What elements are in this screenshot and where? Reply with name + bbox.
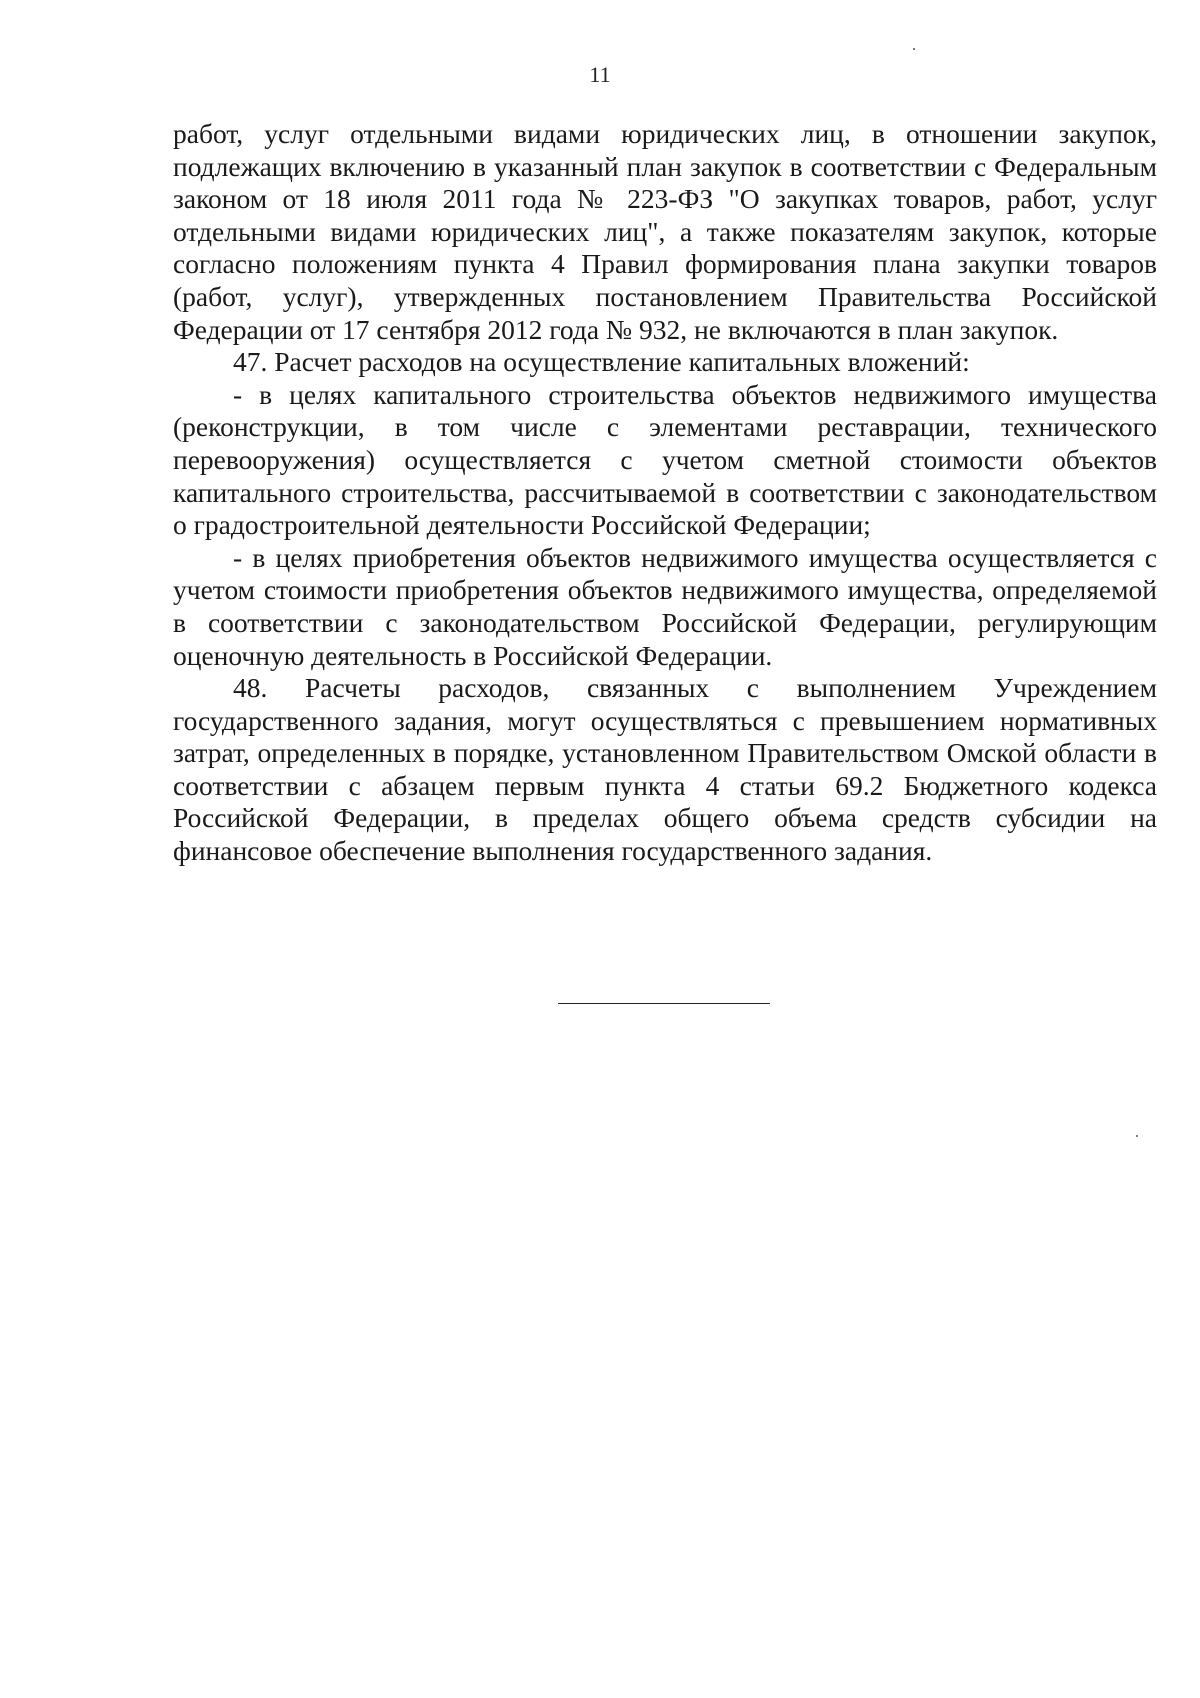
paragraph-48: 48. Расчеты расходов, связанных с выполнением Учреждением государственного задания, могут осуществляться с превышением нормативных затрат, определенных в порядке, установленном Правительством Омской области в соответствии с абзацем первым пункта 4 статьи 69.2 Бюджетного кодекса Российской Федерации, в пределах общего объема средств субсидии на финансовое обеспечение выполнения государственного задания. xyxy=(173,672,1157,867)
scan-speck xyxy=(1136,1135,1138,1137)
paragraph-47-capital-construction: - в целях капитального строительства объектов недвижимого имущества (реконструкции, в том числе с элементами реставрации, технического перевооружения) осуществляется с учетом сметной стоимости объектов капитального строительства, рассчитываемой в соответствии с законодательством о градостроительной деятельности Российской Федерации; xyxy=(173,378,1157,541)
paragraph-47-property-acquisition: - в целях приобретения объектов недвижимого имущества осуществляется с учетом стоимости приобретения объектов недвижимого имущества, определяемой в соответствии с законодательством Российской Федерации, регулирующим оценочную деятельность в Российской Федерации. xyxy=(173,541,1157,671)
paragraph-purchases-continuation: работ, услуг отдельными видами юридических лиц, в отношении закупок, подлежащих включению в указанный план закупок в соответствии с Федеральным законом от 18 июля 2011 года № 223-ФЗ "О закупках товаров, работ, услуг отдельными видами юридических лиц", а также показателям закупок, которые согласно положениям пункта 4 Правил формирования плана закупки товаров (работ, услуг), утвержденных постановлением Правительства Российской Федерации от 17 сентября 2012 года № 932, не включаются в план закупок. xyxy=(173,118,1157,345)
scan-speck xyxy=(913,48,915,50)
end-of-text-separator xyxy=(558,1003,770,1004)
document-body xyxy=(173,118,1157,868)
paragraph-47-heading: 47. Расчет расходов на осуществление капитальных вложений: xyxy=(233,346,970,378)
page-number: 11 xyxy=(589,62,611,87)
